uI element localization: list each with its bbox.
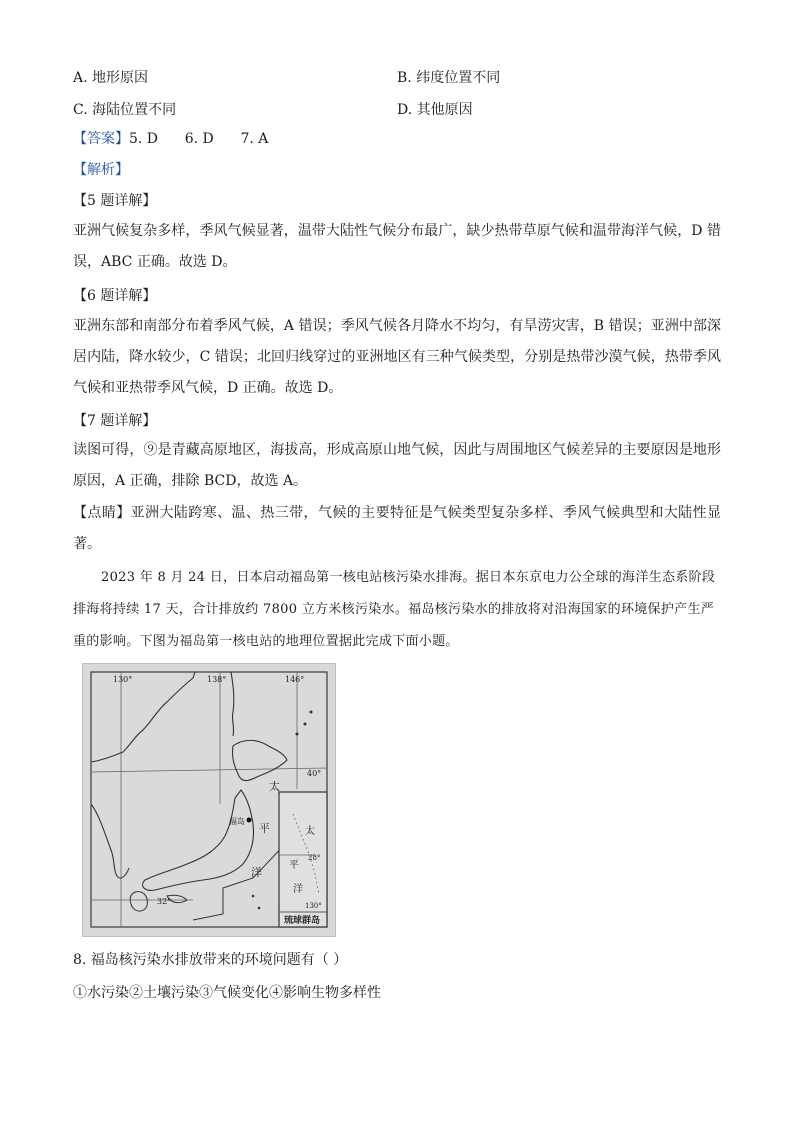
q8-stem: 8. 福岛核污染水排放带来的环境问题有（ ）	[73, 952, 348, 968]
tip-label: 【点睛】	[73, 505, 131, 521]
inset-sea-char-2: 平	[289, 860, 299, 871]
analysis-label: 【解析】	[73, 162, 129, 178]
fukushima-marker	[247, 818, 252, 823]
option-b: B. 纬度位置不同	[397, 70, 501, 86]
inset-sea-char-1: 太	[305, 826, 315, 837]
fukushima-label: 福岛	[229, 817, 245, 826]
inset-title: 琉球群岛	[284, 916, 321, 926]
fukushima-location-map	[82, 663, 336, 937]
material-paragraph: 2023 年 8 月 24 日，日本启动福岛第一核电站核污染水排海。据日本东京电力公全球的海洋生态系阶段排海将持续 17 天，合计排放约 7800 立方米核污染水。福岛核污染水的排放将对沿海国家的环境保护产生严重的影响。下图为福岛第一核电站的地理位置据此完成下面小题。	[73, 570, 716, 649]
option-a: A. 地形原因	[73, 70, 149, 86]
kuril-island	[304, 723, 307, 726]
answer-label: 【答案】	[73, 131, 129, 147]
izu-island	[258, 907, 261, 910]
lat-label-28: 28°	[308, 854, 321, 862]
sea-char-3: 洋	[251, 866, 262, 879]
tip-paragraph	[73, 498, 721, 560]
sea-char-1: 太	[269, 780, 280, 793]
kuril-island	[296, 733, 299, 736]
lon-label-138: 138°	[207, 675, 227, 684]
option-c: C. 海陆位置不同	[73, 102, 177, 118]
q5-heading: 【5 题详解】	[73, 193, 157, 209]
q6-text: 亚洲东部和南部分布着季风气候，A 错误；季风气候各月降水不均匀，有旱涝灾害，B 错误；亚洲中部深居内陆，降水较少，C 错误；北回归线穿过的亚洲地区有三种气候类型，分别是热带沙漠气候，热带季风气候和亚热带季风气候，D 正确。故选 D。	[73, 318, 721, 396]
lat-label-32: 32°	[157, 897, 172, 906]
inset-lon-label-130: 130°	[305, 902, 322, 910]
lon-label-146: 146°	[285, 675, 305, 684]
inset-sea-char-3: 洋	[293, 884, 303, 895]
izu-island	[252, 895, 255, 898]
kuril-island	[310, 711, 313, 714]
lon-label-130: 130°	[113, 675, 133, 684]
answer-line	[73, 129, 268, 149]
option-d: D. 其他原因	[397, 102, 473, 118]
q7-heading: 【7 题详解】	[73, 413, 157, 429]
q5-text: 亚洲气候复杂多样，季风气候显著，温带大陆性气候分布最广，缺少热带草原气候和温带海洋气候，D 错误，ABC 正确。故选 D。	[73, 223, 721, 270]
q7-text: 读图可得，⑨是青藏高原地区，海拔高，形成高原山地气候，因此与周围地区气候差异的主要原因是地形原因，A 正确，排除 BCD，故选 A。	[73, 442, 721, 489]
q8-choices: ①水污染②土壤污染③气候变化④影响生物多样性	[73, 985, 381, 1001]
answer-values: 5. D 6. D 7. A	[129, 131, 269, 147]
tip-text: 亚洲大陆跨寒、温、热三带，气候的主要特征是气候类型复杂多样、季风气候典型和大陆性显著。	[73, 505, 722, 552]
q6-heading: 【6 题详解】	[73, 288, 157, 304]
lat-label-40: 40°	[307, 769, 322, 778]
map-svg	[83, 664, 335, 936]
sea-char-2: 平	[259, 822, 270, 835]
